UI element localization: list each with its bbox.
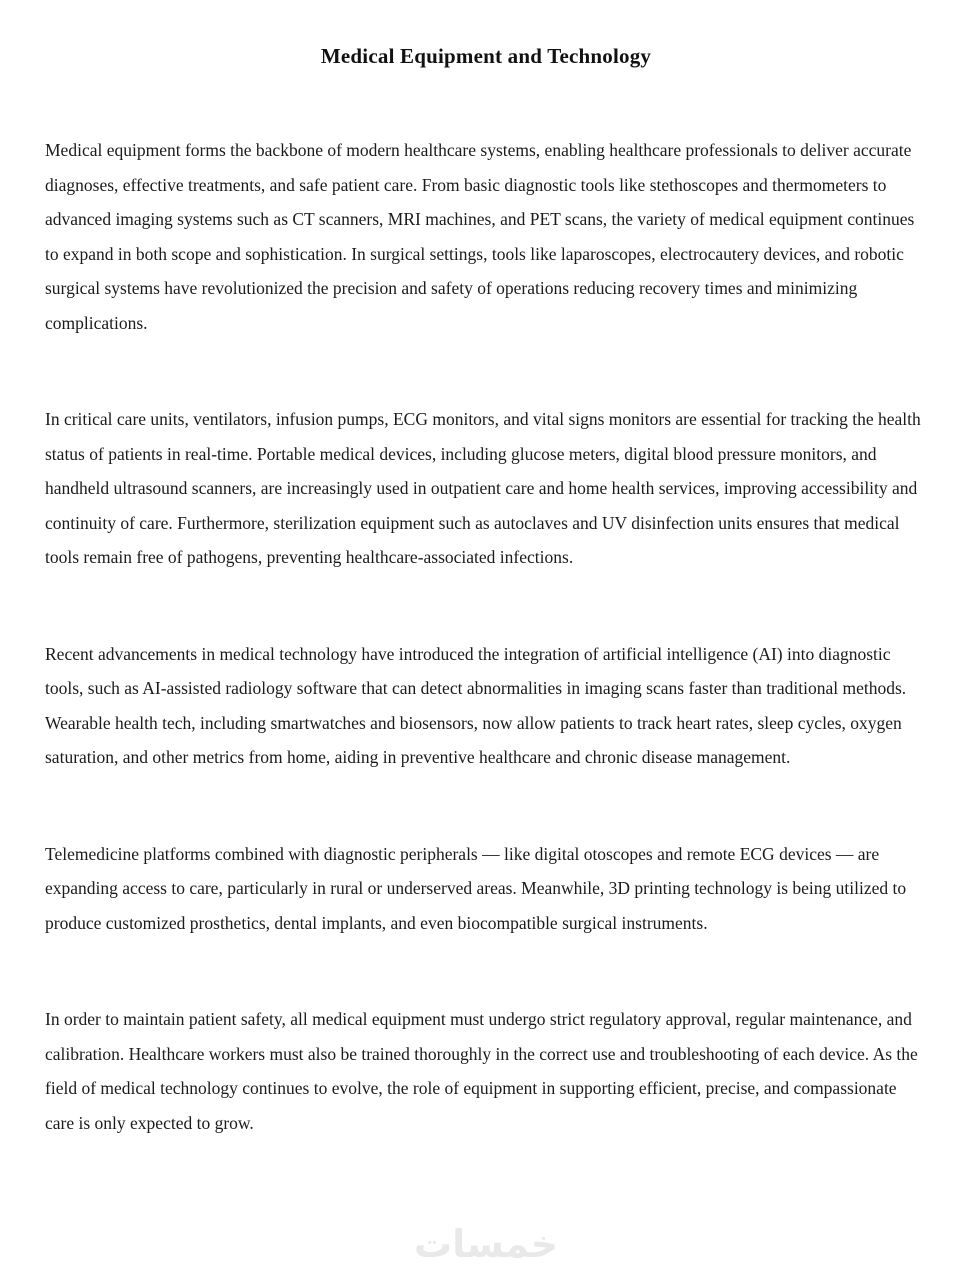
document-title: Medical Equipment and Technology <box>320 44 652 68</box>
paragraph-1: Medical equipment forms the backbone of modern healthcare systems, enabling healthcare professionals to deliver accurate diagnoses, effective treatments, and safe patient care. From basic diagnostic tools like stethoscopes and thermometers to advanced imaging systems such as CT scanners, MRI machines, and PET scans, the variety of medical equipment continues to expand in both scope and sophistication. In surgical settings, tools like laparoscopes, electrocautery devices, and robotic surgical systems have revolutionized the precision and safety of operations reducing recovery times and minimizing complications. <box>45 140 915 333</box>
paragraph-3: Recent advancements in medical technology have introduced the integration of artificial intelligence (AI) into diagnostic tools, such as AI-assisted radiology software that can detect abnormalities in imaging scans faster than traditional methods. Wearable health tech, including smartwatches and biosensors, now allow patients to track heart rates, sleep cycles, oxygen saturation, and other metrics from home, aiding in preventive healthcare and chronic disease management. <box>45 643 907 767</box>
paragraph-4: Telemedicine platforms combined with diagnostic peripherals — like digital otoscopes and remote ECG devices — are expanding access to care, particularly in rural or underserved areas. Meanwhile, 3D printing technology is being utilized to produce customized prosthetics, dental implants, and even biocompatible surgical instruments. <box>45 843 907 933</box>
document-body <box>0 133 972 1140</box>
paragraph-2: In critical care units, ventilators, infusion pumps, ECG monitors, and vital signs monitors are essential for tracking the health status of patients in real-time. Portable medical devices, including glucose meters, digital blood pressure monitors, and handheld ultrasound scanners, are increasingly used in outpatient care and home health services, improving accessibility and continuity of care. Furthermore, sterilization equipment such as autoclaves and UV disinfection units ensures that medical tools remain free of pathogens, preventing healthcare-associated infections. <box>45 409 921 567</box>
khamsat-watermark-logo: خمسات <box>414 1222 558 1266</box>
paragraph-5: In order to maintain patient safety, all medical equipment must undergo strict regulatory approval, regular maintenance, and calibration. Healthcare workers must also be trained thoroughly in the correct use and troubleshooting of each device. As the field of medical technology continues to evolve, the role of equipment in supporting efficient, precise, and compassionate care is only expected to grow. <box>45 1009 918 1133</box>
